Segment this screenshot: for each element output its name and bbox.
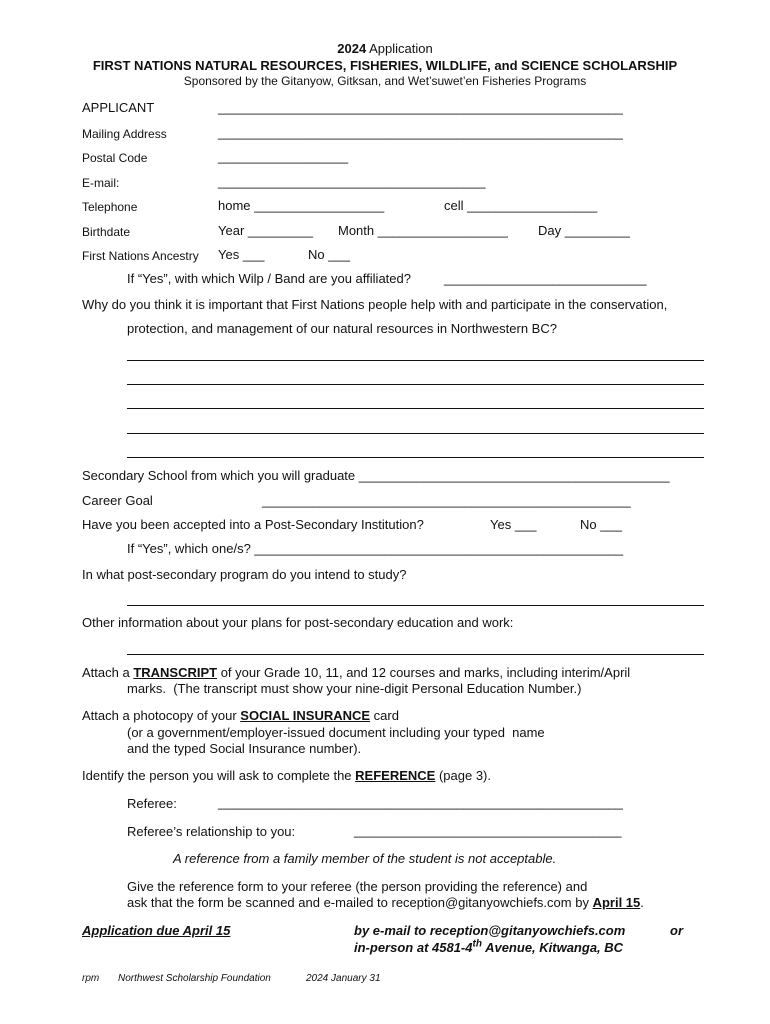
form-sponsor: Sponsored by the Gitanyow, Gitksan, and Wet’suwet’en Fisheries Programs [183,74,587,88]
ancestry-no-field[interactable]: No ___ [308,247,350,262]
accepted-question: Have you been accepted into a Post-Secondary Institution? [82,517,424,532]
submission-in-person: in-person at 4581-4th Avenue, Kitwanga, BC [354,938,624,955]
referee-relationship-label: Referee’s relationship to you: [127,824,296,839]
ancestry-yes-field[interactable]: Yes ___ [218,247,265,262]
footer-initials: rpm [82,973,100,984]
program-question: In what post-secondary program do you intend to study? [82,567,407,582]
birthdate-label: Birthdate [82,225,131,239]
answer-line[interactable] [127,360,704,361]
applicant-field[interactable]: ________________________________________________________ [218,100,623,115]
transcript-instruction: Attach a TRANSCRIPT of your Grade 10, 11, and 12 courses and marks, including interim/April [82,665,631,680]
birth-year-field[interactable]: Year _________ [218,223,313,238]
email-field[interactable]: _____________________________________ [218,174,486,189]
answer-line[interactable] [127,433,704,434]
reference-deadline: April 15 [592,895,641,910]
form-title: FIRST NATIONS NATURAL RESOURCES, FISHERIES, WILDLIFE, and SCIENCE SCHOLARSHIP [92,58,678,73]
answer-line[interactable] [127,457,704,458]
sin-keyword: SOCIAL INSURANCE [240,708,371,723]
applicant-label: APPLICANT [82,100,155,115]
affiliation-question: If “Yes”, with which Wilp / Band are you affiliated? [127,271,411,286]
program-answer-line[interactable] [127,605,704,606]
family-reference-note: A reference from a family member of the student is not acceptable. [173,851,557,866]
accepted-yes-field[interactable]: Yes ___ [490,517,537,532]
telephone-label: Telephone [82,200,138,214]
sin-instruction-line2: (or a government/employer-issued document including your typed name [127,725,545,740]
answer-line[interactable] [127,408,704,409]
why-question-line2: protection, and management of our natural resources in Northwestern BC? [127,321,557,336]
sin-instruction: Attach a photocopy of your SOCIAL INSURANCE card [82,708,399,723]
birth-day-field[interactable]: Day _________ [538,223,630,238]
referee-relationship-field[interactable]: _____________________________________ [354,823,622,838]
footer-date: 2024 January 31 [306,973,381,984]
sin-instruction-line3: and the typed Social Insurance number). [127,741,362,756]
mailing-address-label: Mailing Address [82,127,167,141]
application-word: Application [366,41,433,56]
career-goal-field[interactable]: ___________________________________________________ [262,493,631,508]
accepted-no-field[interactable]: No ___ [580,517,622,532]
answer-line[interactable] [127,384,704,385]
postal-code-field[interactable]: __________________ [218,149,349,164]
transcript-instruction-line2: marks. (The transcript must show your nine-digit Personal Education Number.) [127,681,582,696]
postal-code-label: Postal Code [82,151,148,165]
mailing-address-field[interactable]: ________________________________________________________ [218,125,623,140]
ancestry-label: First Nations Ancestry [82,249,199,263]
which-institution-field[interactable]: If “Yes”, which one/s? ___________________________________________________ [127,541,624,556]
footer-organization: Northwest Scholarship Foundation [118,973,271,984]
reference-keyword: REFERENCE [355,768,436,783]
referee-field[interactable]: ________________________________________________________ [218,795,623,810]
other-info-answer-line[interactable] [127,654,704,655]
birth-month-field[interactable]: Month __________________ [338,223,508,238]
form-year: 2024 [337,41,367,56]
email-label: E-mail: [82,176,120,190]
affiliation-field[interactable]: ____________________________ [444,271,647,286]
reference-form-instruction-line2: ask that the form be scanned and e-mailed to reception@gitanyowchiefs.com by April 15. [127,895,644,910]
home-phone-field[interactable]: home __________________ [218,198,385,213]
career-goal-label: Career Goal [82,493,153,508]
why-question-line1: Why do you think it is important that First Nations people help with and participate in the conservation, [82,297,668,312]
submission-or: or [670,923,683,938]
other-info-question: Other information about your plans for post-secondary education and work: [82,615,514,630]
reference-instruction: Identify the person you will ask to complete the REFERENCE (page 3). [82,768,491,783]
cell-phone-field[interactable]: cell __________________ [444,198,598,213]
reference-form-instruction-line1: Give the reference form to your referee (the person providing the reference) and [127,879,588,894]
application-due-date: Application due April 15 [82,923,231,938]
submission-email: by e-mail to reception@gitanyowchiefs.com [354,923,626,938]
secondary-school-field[interactable]: Secondary School from which you will graduate ___________________________________________ [82,468,670,483]
form-year-line [0,41,770,56]
referee-label: Referee: [127,796,177,811]
transcript-keyword: TRANSCRIPT [133,665,218,680]
